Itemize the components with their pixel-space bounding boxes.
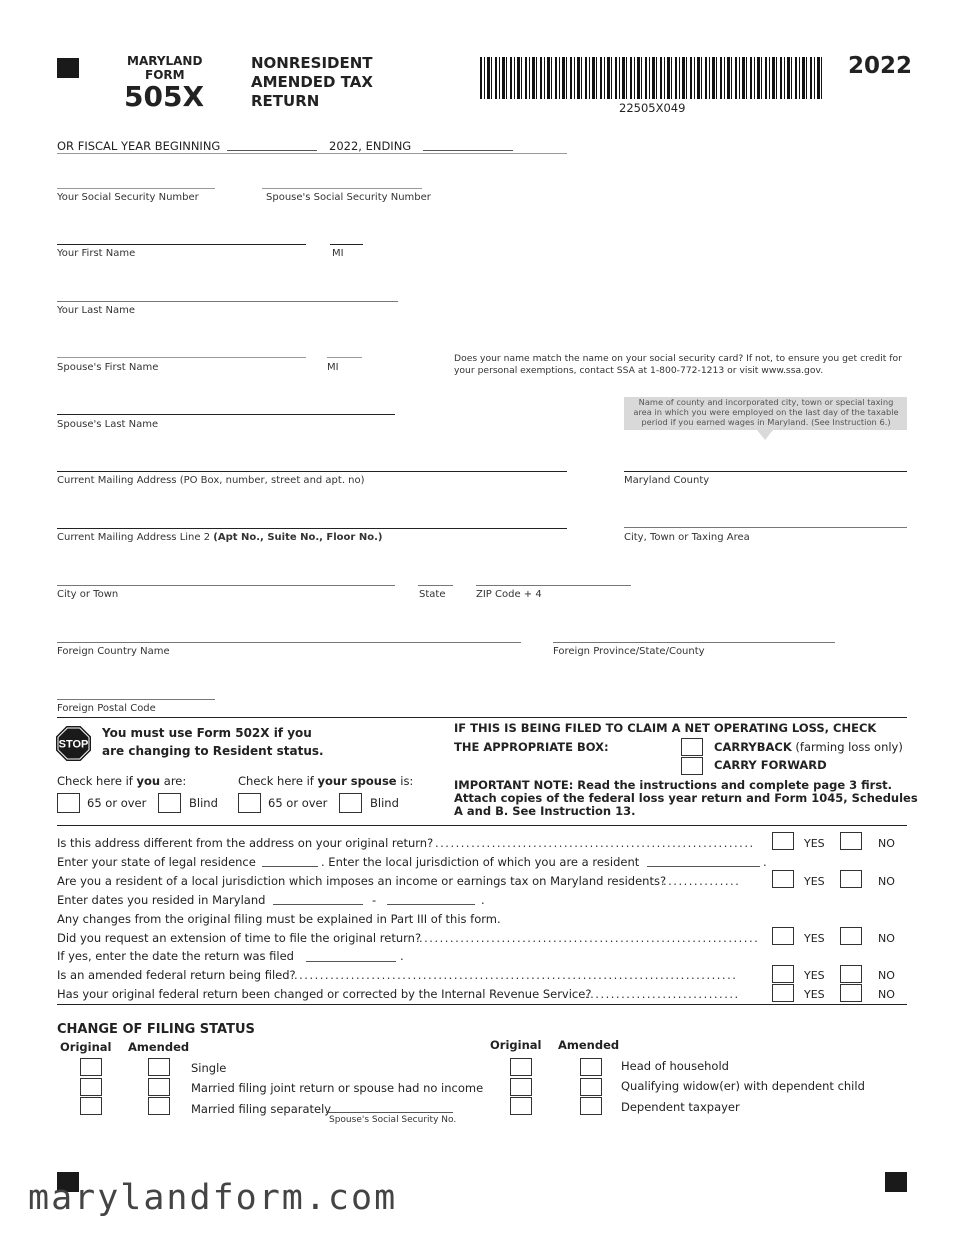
zip-label: ZIP Code + 4 <box>476 589 542 600</box>
spouse-ssn-no-input[interactable] <box>326 1112 453 1113</box>
q8-no-label: NO <box>878 969 895 982</box>
last-name-input[interactable] <box>57 301 398 302</box>
section-divider-2 <box>57 825 907 826</box>
county-note: Name of county and incorporated city, town or special taxing area in which you were employed on the last day of the taxable period if you earned wages in Maryland. (See Instruction 6.) <box>633 397 899 427</box>
you-blind-label: Blind <box>189 796 218 810</box>
county-note-pointer <box>757 430 773 440</box>
question-state-residence: Enter your state of legal residence <box>57 855 256 869</box>
city-area-label: City, Town or Taxing Area <box>624 532 750 543</box>
status-hoh: Head of household <box>621 1059 729 1073</box>
spouse-mi-label: MI <box>327 362 339 373</box>
spouse-65-checkbox[interactable] <box>238 793 261 813</box>
city-label: City or Town <box>57 589 119 600</box>
fiscal-begin-input[interactable] <box>227 150 317 151</box>
right-amended-header: Amended <box>558 1038 620 1052</box>
question-changes-note: Any changes from the original filing must be explained in Part III of this form. <box>57 912 501 926</box>
q8-yes-label: YES <box>804 969 825 982</box>
spouse-last-name-input[interactable] <box>57 414 395 415</box>
state-label: State <box>419 589 446 600</box>
nol-line2: THE APPROPRIATE BOX: <box>454 740 609 754</box>
foreign-postal-input[interactable] <box>57 699 215 700</box>
foreign-province-input[interactable] <box>553 642 835 643</box>
date-filed-input[interactable] <box>306 961 396 962</box>
address2-label <box>57 532 382 543</box>
date-filed-period: . <box>400 949 404 963</box>
status-joint: Married filing joint return or spouse had no income <box>191 1081 484 1095</box>
question-9-dots: .............................. <box>585 987 740 1001</box>
carryforward-label: CARRY FORWARD <box>714 758 827 772</box>
title-line1: NONRESIDENT <box>251 54 373 72</box>
md-county-label: Maryland County <box>624 475 710 486</box>
joint-original-checkbox[interactable] <box>80 1078 102 1096</box>
q3-no-checkbox[interactable] <box>840 870 862 888</box>
separate-original-checkbox[interactable] <box>80 1097 102 1115</box>
carryback-checkbox[interactable] <box>681 738 703 756</box>
address2-label-text: Current Mailing Address Line 2 <box>57 532 211 543</box>
q3-yes-checkbox[interactable] <box>772 870 794 888</box>
question-irs-changed: Has your original federal return been changed or corrected by the Internal Revenue Service? <box>57 987 592 1001</box>
spouse-first-name-label: Spouse's First Name <box>57 362 159 373</box>
first-name-label: Your First Name <box>57 248 136 259</box>
last-name-label: Your Last Name <box>57 305 136 316</box>
left-amended-header: Amended <box>128 1040 190 1054</box>
title-line2: AMENDED TAX <box>251 73 373 91</box>
foreign-country-input[interactable] <box>57 642 521 643</box>
you-65-label: 65 or over <box>87 796 147 810</box>
check-spouse-label <box>238 774 413 788</box>
question-dates-resided: Enter dates you resided in Maryland <box>57 893 266 907</box>
form-word: FORM <box>145 68 185 82</box>
check-spouse-post: is: <box>400 774 414 788</box>
q6-no-checkbox[interactable] <box>840 927 862 945</box>
spouse-ssn-no-label: Spouse's Social Security No. <box>329 1115 457 1125</box>
single-amended-checkbox[interactable] <box>148 1058 170 1076</box>
foreign-country-label: Foreign Country Name <box>57 646 170 657</box>
carryforward-checkbox[interactable] <box>681 757 703 775</box>
ssn-label: Your Social Security Number <box>57 192 199 203</box>
q1-yes-checkbox[interactable] <box>772 832 794 850</box>
resided-from-input[interactable] <box>273 904 363 905</box>
question-1-dots: .............................................................. <box>435 836 755 850</box>
q1-no-label: NO <box>878 837 895 850</box>
section-divider-3 <box>57 1004 907 1005</box>
status-widow: Qualifying widow(er) with dependent child <box>621 1079 865 1093</box>
spouse-ssn-label: Spouse's Social Security Number <box>266 192 431 203</box>
question-8-dots: ...................................................................................... <box>294 968 738 982</box>
q9-no-label: NO <box>878 988 895 1001</box>
q6-yes-label: YES <box>804 932 825 945</box>
ssa-note: Does your name match the name on your social security card? If not, to ensure you get credit for your personal exemptions, contact SSA at 1-800-772-1213 or visit www.ssa.gov. <box>454 353 902 376</box>
question-3-dots: ............... <box>663 874 741 888</box>
carryback-label <box>714 740 903 754</box>
foreign-province-label: Foreign Province/State/County <box>553 646 705 657</box>
address1-label: Current Mailing Address (PO Box, number, street and apt. no) <box>57 475 365 486</box>
check-spouse-bold: your spouse <box>317 774 397 788</box>
check-you-post: are: <box>163 774 187 788</box>
mi-label: MI <box>332 248 344 259</box>
barcode-number: 22505X049 <box>619 101 686 115</box>
q9-yes-checkbox[interactable] <box>772 984 794 1002</box>
spouse-first-name-input[interactable] <box>57 357 306 358</box>
state-name: MARYLAND <box>127 54 203 68</box>
you-blind-checkbox[interactable] <box>158 793 181 813</box>
nol-note2: Attach copies of the federal loss year return and Form 1045, Schedules <box>454 791 918 805</box>
question-extension: Did you request an extension of time to file the original return? <box>57 931 422 945</box>
spouse-65-label: 65 or over <box>268 796 328 810</box>
widow-original-checkbox[interactable] <box>510 1078 532 1096</box>
spouse-ssn-input[interactable] <box>262 188 422 189</box>
q8-no-checkbox[interactable] <box>840 965 862 983</box>
q1-yes-label: YES <box>804 837 825 850</box>
question-date-filed: If yes, enter the date the return was filed <box>57 949 294 963</box>
md-county-input[interactable] <box>624 471 907 472</box>
dependent-amended-checkbox[interactable] <box>580 1097 602 1115</box>
foreign-postal-label: Foreign Postal Code <box>57 703 156 714</box>
spouse-last-name-label: Spouse's Last Name <box>57 419 159 430</box>
q6-yes-checkbox[interactable] <box>772 927 794 945</box>
fiscal-year-middle: 2022, ENDING <box>329 139 412 153</box>
address2-label-bold: (Apt No., Suite No., Floor No.) <box>213 532 383 543</box>
question-6-dots: .................................................................. <box>419 931 760 945</box>
first-name-input[interactable] <box>57 244 306 245</box>
dependent-original-checkbox[interactable] <box>510 1097 532 1115</box>
joint-amended-checkbox[interactable] <box>148 1078 170 1096</box>
check-you-pre: Check here if <box>57 774 133 788</box>
form-number: 505X <box>124 80 205 113</box>
resided-to-input[interactable] <box>387 904 475 905</box>
corner-marker-top-left <box>57 58 79 78</box>
resided-dash: - <box>372 893 377 907</box>
nol-note1: IMPORTANT NOTE: Read the instructions and complete page 3 first. <box>454 778 893 792</box>
stop-line2: are changing to Resident status. <box>102 744 324 758</box>
spouse-blind-checkbox[interactable] <box>339 793 362 813</box>
city-area-input[interactable] <box>624 527 907 528</box>
spouse-mi-input[interactable] <box>327 357 362 358</box>
q1-no-checkbox[interactable] <box>840 832 862 850</box>
status-separate: Married filing separately <box>191 1102 332 1116</box>
question-amended-federal: Is an amended federal return being filed? <box>57 968 296 982</box>
q3-yes-label: YES <box>804 875 825 888</box>
nol-note3: A and B. See Instruction 13. <box>454 804 636 818</box>
city-input[interactable] <box>57 585 395 586</box>
separate-amended-checkbox[interactable] <box>148 1097 170 1115</box>
stop-line1: You must use Form 502X if you <box>102 726 312 740</box>
nol-line1: IF THIS IS BEING FILED TO CLAIM A NET OPERATING LOSS, CHECK <box>454 721 877 735</box>
resided-period: . <box>481 893 485 907</box>
question-local-tax: Are you a resident of a local jurisdiction which imposes an income or earnings tax on Maryland residents? <box>57 874 667 888</box>
title-line3: RETURN <box>251 92 320 110</box>
hoh-original-checkbox[interactable] <box>510 1058 532 1076</box>
zip-input[interactable] <box>476 585 631 586</box>
address1-input[interactable] <box>57 471 567 472</box>
stop-label: STOP <box>58 738 89 751</box>
q9-no-checkbox[interactable] <box>840 984 862 1002</box>
state-input[interactable] <box>418 585 453 586</box>
carryback-text: CARRYBACK <box>714 740 792 754</box>
barcode <box>480 57 822 99</box>
filing-status-title: CHANGE OF FILING STATUS <box>57 1022 255 1037</box>
local-jurisdiction-period: . <box>763 855 767 869</box>
q3-no-label: NO <box>878 875 895 888</box>
q9-yes-label: YES <box>804 988 825 1001</box>
watermark: marylandform.com <box>28 1178 398 1218</box>
status-single: Single <box>191 1061 227 1075</box>
spouse-blind-label: Blind <box>370 796 399 810</box>
right-original-header: Original <box>490 1038 542 1052</box>
question-local-jurisdiction: . Enter the local jurisdiction of which you are a resident <box>321 855 640 869</box>
you-65-checkbox[interactable] <box>57 793 80 813</box>
hoh-amended-checkbox[interactable] <box>580 1058 602 1076</box>
status-dependent: Dependent taxpayer <box>621 1100 740 1114</box>
section-divider-1 <box>57 717 907 718</box>
check-you-label <box>57 774 186 788</box>
question-address-different: Is this address different from the address on your original return? <box>57 836 434 850</box>
fiscal-year-prefix: OR FISCAL YEAR BEGINNING <box>57 139 221 153</box>
ssn-input[interactable] <box>57 188 215 189</box>
single-original-checkbox[interactable] <box>80 1058 102 1076</box>
widow-amended-checkbox[interactable] <box>580 1078 602 1096</box>
state-residence-input[interactable] <box>262 866 318 867</box>
stop-icon <box>56 726 91 761</box>
fiscal-end-input[interactable] <box>423 150 513 151</box>
local-jurisdiction-input[interactable] <box>647 866 760 867</box>
q6-no-label: NO <box>878 932 895 945</box>
tax-year: 2022 <box>848 53 913 79</box>
fiscal-underline <box>57 153 567 154</box>
check-you-bold: you <box>136 774 161 788</box>
q8-yes-checkbox[interactable] <box>772 965 794 983</box>
check-spouse-pre: Check here if <box>238 774 314 788</box>
corner-marker-bottom-right <box>885 1172 907 1192</box>
address2-input[interactable] <box>57 528 567 529</box>
left-original-header: Original <box>60 1040 112 1054</box>
mi-input[interactable] <box>330 244 363 245</box>
carryback-note: (farming loss only) <box>795 740 903 754</box>
